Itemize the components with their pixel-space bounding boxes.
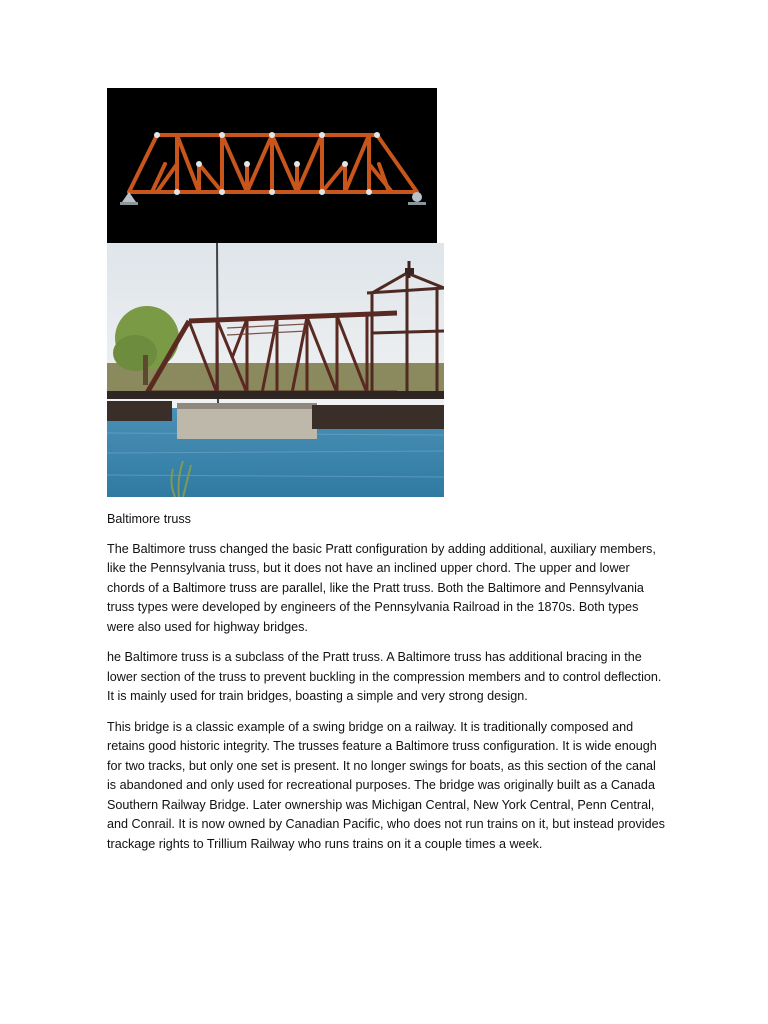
baltimore-truss-diagram (107, 88, 437, 243)
article-heading: Baltimore truss (107, 512, 191, 526)
truss-diagram-svg (107, 88, 437, 243)
paragraph-baltimore-subclass: he Baltimore truss is a subclass of the Pratt truss. A Baltimore truss has additional bracing in the lower section of the truss to prevent buckling in the compression members and to control deflection. It is mainly used for train bridges, boasting a simple and very strong design. (107, 650, 662, 703)
paragraph-baltimore-overview: The Baltimore truss changed the basic Pratt configuration by adding additional, auxiliary members, like the Pennsylvania truss, but it does not have an inclined upper chord. The upper and lower chords of a Baltimore truss are parallel, like the Pratt truss. Both the Baltimore and Pennsylvania truss types were developed by engineers of the Pennsylvania Railroad in the 1870s. Both types were also used for highway bridges. (107, 541, 656, 634)
truss-members (129, 135, 417, 192)
bridge-photo-svg (107, 243, 444, 497)
swing-bridge-photo (107, 243, 444, 497)
article-body (107, 510, 667, 865)
paragraph-swing-bridge-history: This bridge is a classic example of a swing bridge on a railway. It is traditionally composed and retains good historic integrity. The trusses feature a Baltimore truss configuration. It is wide enough for two tracks, but only one set is present. It no longer swings for boats, as this section of the canal is abandoned and only used for recreational purposes. The bridge was originally built as a Canada Southern Railway Bridge. Later ownership was Michigan Central, New York Central, Penn Central, and Conrail. It is now owned by Canadian Pacific, who does not run trains on it, but instead provides trackage rights to Trillium Railway who runs trains on it a couple times a week. (107, 719, 665, 851)
